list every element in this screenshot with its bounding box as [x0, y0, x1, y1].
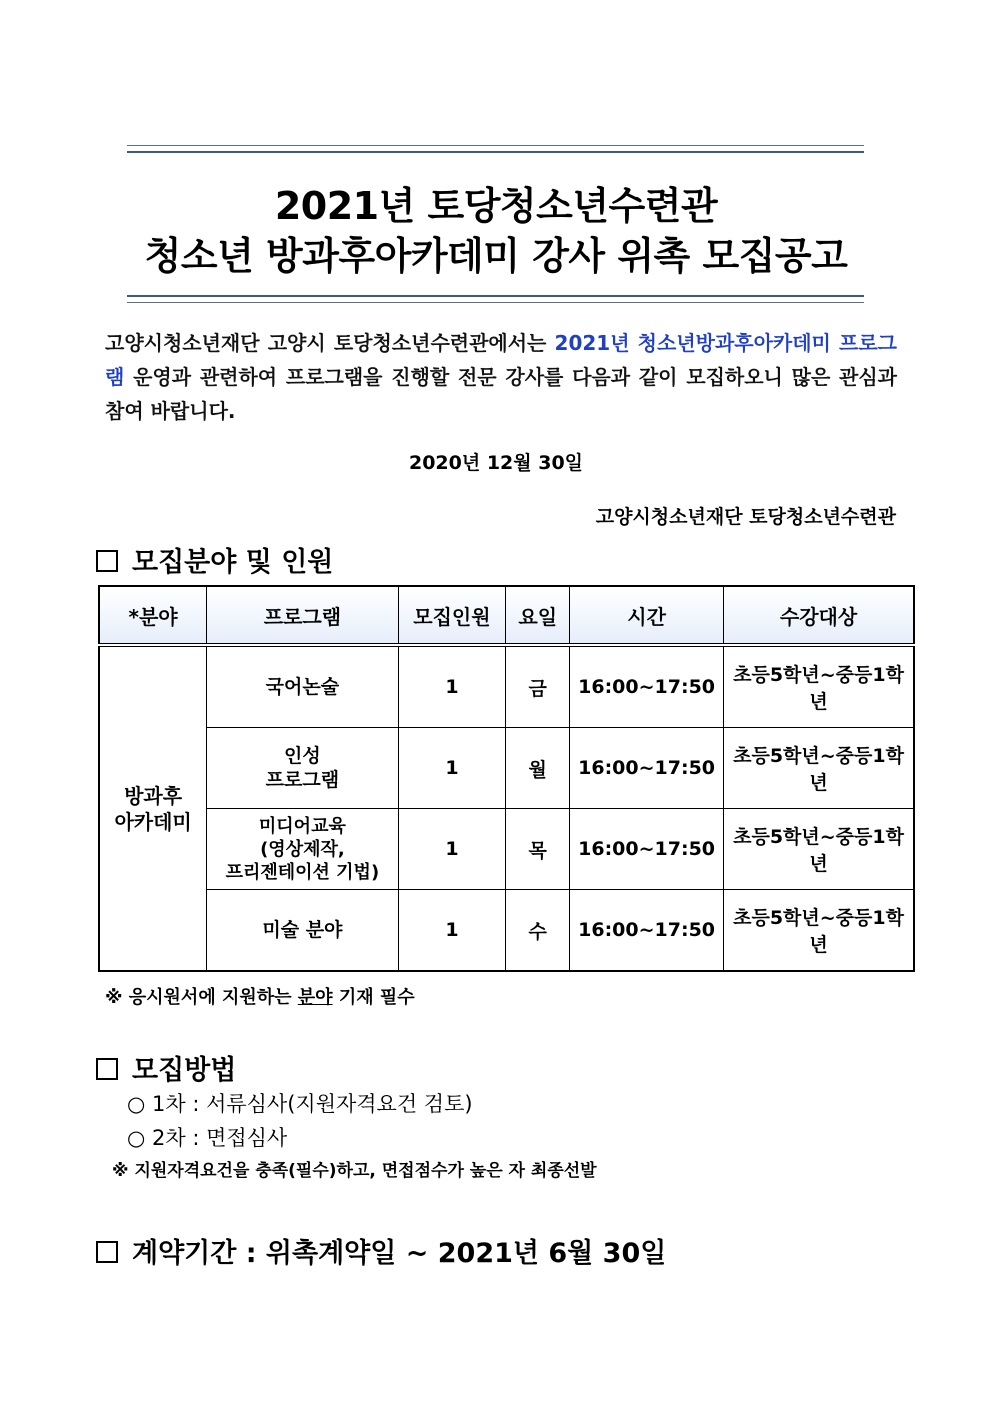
checkbox-square-icon	[96, 1058, 118, 1080]
organization-name: 고양시청소년재단 토당청소년수련관	[595, 506, 896, 528]
cell-count: 1	[398, 645, 506, 728]
header-program: 프로그램	[207, 586, 398, 645]
cell-day: 목	[506, 809, 570, 890]
intro-paragraph	[105, 326, 897, 428]
table-row	[99, 728, 914, 809]
cell-time: 16:00~17:50	[570, 890, 724, 972]
table-row	[99, 645, 914, 728]
cell-program: 미술 분야	[207, 890, 398, 972]
cell-time: 16:00~17:50	[570, 809, 724, 890]
cell-target: 초등5학년~중등1학년	[724, 728, 914, 809]
cell-target: 초등5학년~중등1학년	[724, 890, 914, 972]
checkbox-square-icon	[96, 1241, 118, 1263]
cell-program: 국어논술	[207, 645, 398, 728]
cell-count: 1	[398, 728, 506, 809]
section-recruit-fields	[96, 540, 333, 579]
cell-count: 1	[398, 890, 506, 972]
cell-count: 1	[398, 809, 506, 890]
recruit-note-suffix: 기재 필수	[332, 987, 415, 1008]
header-time: 시간	[570, 586, 724, 645]
intro-text-2: 운영과 관련하여 프로그램을 진행할 전문 강사를 다음과 같이 모집하오니 많은 관심과 참여 바랍니다.	[105, 365, 897, 423]
cell-time: 16:00~17:50	[570, 645, 724, 728]
table-row	[99, 809, 914, 890]
title-top-rule	[127, 145, 864, 153]
cell-day: 월	[506, 728, 570, 809]
intro-highlight: 2021년 청소년방과후아카데미 프로그램	[105, 331, 897, 389]
recruit-note-prefix: ※ 응시원서에 지원하는	[105, 987, 298, 1008]
method-item-2: ○ 2차 : 면접심사	[127, 1126, 288, 1150]
header-day: 요일	[506, 586, 570, 645]
recruit-note-underlined: 분야	[297, 987, 333, 1008]
notice-date: 2020년 12월 30일	[408, 452, 584, 474]
cell-field: 방과후 아카데미	[99, 645, 207, 971]
page-title-line1: 2021년 토당청소년수련관	[274, 184, 718, 228]
cell-day: 수	[506, 890, 570, 972]
cell-program: 미디어교육 (영상제작, 프리젠테이션 기법)	[207, 809, 398, 890]
section-recruit-heading: 모집분야 및 인원	[132, 547, 334, 578]
section-method-heading: 모집방법	[132, 1055, 237, 1086]
cell-day: 금	[506, 645, 570, 728]
section-contract	[96, 1231, 666, 1270]
page-title-line2: 청소년 방과후아카데미 강사 위촉 모집공고	[144, 234, 848, 278]
title-bottom-rule	[127, 295, 864, 303]
section-contract-heading: 계약기간 : 위촉계약일 ~ 2021년 6월 30일	[132, 1238, 667, 1269]
header-count: 모집인원	[398, 586, 506, 645]
method-note: ※ 지원자격요건을 충족(필수)하고, 면접점수가 높은 자 최종선발	[112, 1161, 597, 1181]
method-item-1: ○ 1차 : 서류심사(지원자격요건 검토)	[127, 1092, 473, 1116]
checkbox-square-icon	[96, 550, 118, 572]
table-row	[99, 890, 914, 972]
cell-time: 16:00~17:50	[570, 728, 724, 809]
cell-target: 초등5학년~중등1학년	[724, 809, 914, 890]
recruit-note	[105, 983, 415, 1009]
cell-program: 인성 프로그램	[207, 728, 398, 809]
table-header-row	[99, 586, 914, 645]
section-method	[96, 1048, 236, 1087]
header-target: 수강대상	[724, 586, 914, 645]
intro-text-1: 고양시청소년재단 고양시 토당청소년수련관에서는	[105, 331, 555, 355]
header-field: *분야	[99, 586, 207, 645]
cell-target: 초등5학년~중등1학년	[724, 645, 914, 728]
recruit-table	[98, 585, 915, 972]
